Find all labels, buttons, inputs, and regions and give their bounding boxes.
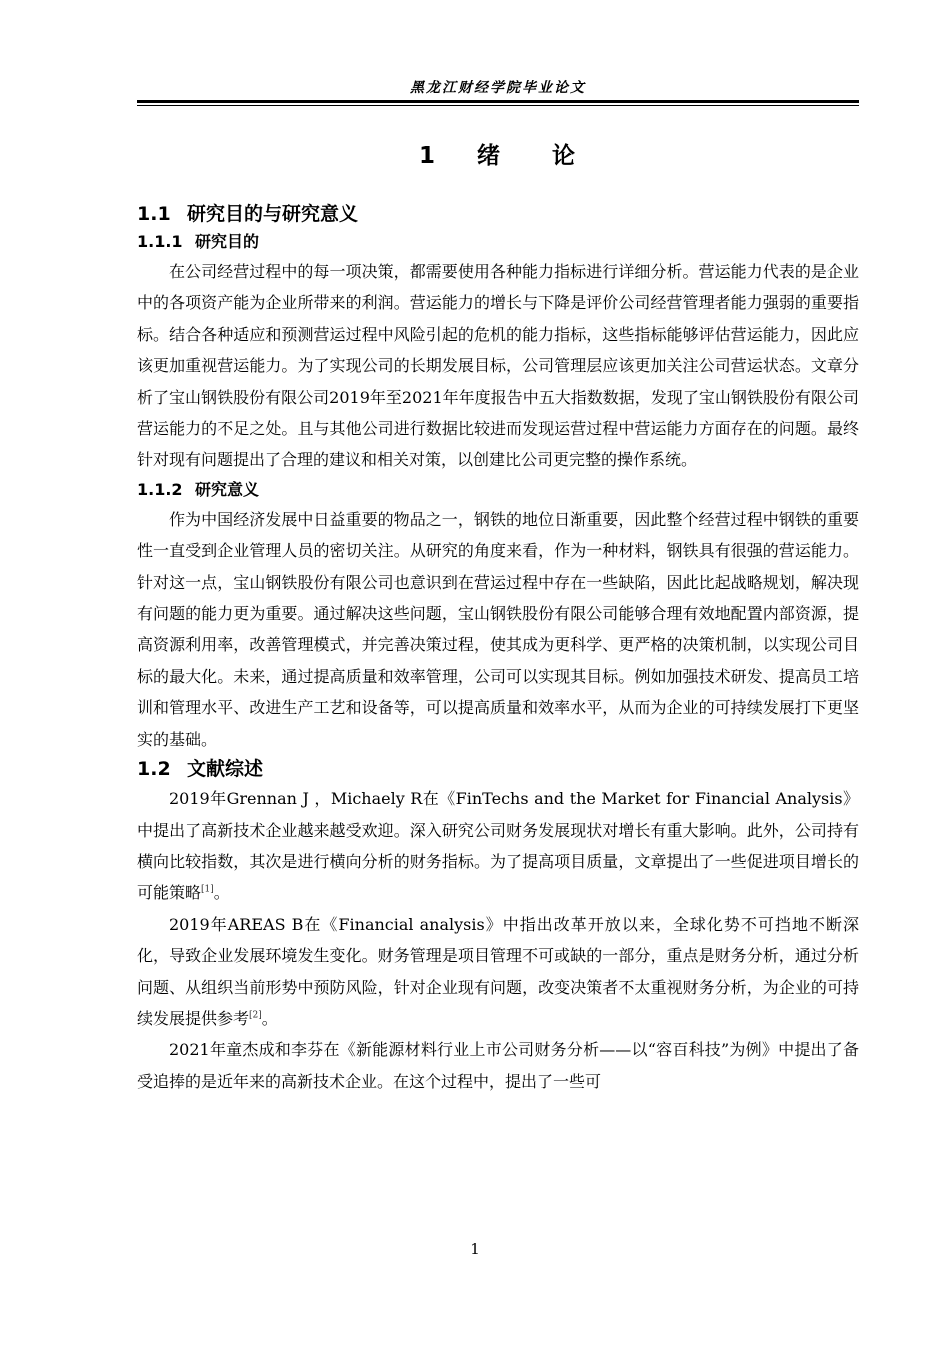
page-content — [137, 138, 859, 1097]
paragraph-research-significance: 作为中国经济发展中日益重要的物品之一，钢铁的地位日渐重要，因此整个经营过程中钢铁的重要性一直受到企业管理人员的密切关注。从研究的角度来看，作为一种材料，钢铁具有很强的营运能力。针对这一点，宝山钢铁股份有限公司也意识到在营运过程中存在一些缺陷，因此比起战略规划，解决现有问题的能力更为重要。通过解决这些问题，宝山钢铁股份有限公司能够合理有效地配置内部资源，提高资源利用率，改善管理模式，并完善决策过程，使其成为更科学、更严格的决策机制，以实现公司目标的最大化。未来，通过提高质量和效率管理，公司可以实现其目标。例如加强技术研发、提高员工培训和管理水平、改进生产工艺和设备等，可以提高质量和效率水平，从而为企业的可持续发展打下更坚实的基础。 — [137, 509, 859, 749]
paragraph-literature-3: 2021年童杰成和李芬在《新能源材料行业上市公司财务分析——以“容百科技”为例》中提出了备受追捧的是近年来的高新技术企业。在这个过程中，提出了一些可 — [137, 1040, 859, 1091]
subsection-title: 研究意义 — [195, 479, 260, 499]
section-number: 1.2 — [137, 758, 171, 781]
subsection-number: 1.1.2 — [137, 479, 183, 499]
paragraph-end: 。 — [261, 1008, 278, 1028]
subsection-heading-1-1-2 — [137, 476, 859, 504]
paragraph-text: 2019年Grennan J ，Michaely R在《FinTechs and the Market for Financial Analysis》中提出了高新技术企业越来越受欢迎。深入研究公司财务发展现状对增长有重大影响。此外，公司持有横向比较指数，其次是进行横向分析的财务指标。为了提高项目质量，文章提出了一些促进项目增长的可能策略 — [137, 789, 859, 903]
paragraph-literature-2 — [137, 909, 859, 1035]
citation-ref-2: [2] — [249, 1010, 262, 1021]
header-rule-thin — [137, 105, 859, 106]
section-heading-1-2 — [137, 755, 859, 783]
subsection-number: 1.1.1 — [137, 232, 183, 251]
section-title: 文献综述 — [187, 758, 264, 781]
subsection-title: 研究目的 — [195, 232, 260, 251]
paragraph-research-purpose: 在公司经营过程中的每一项决策，都需要使用各种能力指标进行详细分析。营运能力代表的是企业中的各项资产能为企业所带来的利润。营运能力的增长与下降是评价公司经营管理者能力强弱的重要指标。结合各种适应和预测营运过程中风险引起的危机的能力指标，这些指标能够评估营运能力，因此应该更加重视营运能力。为了实现公司的长期发展目标，公司管理层应该更加关注公司营运状态。文章分析了宝山钢铁股份有限公司2019年至2021年年度报告中五大指数数据，发现了宝山钢铁股份有限公司营运能力的不足之处。且与其他公司进行数据比较进而发现运营过程中营运能力方面存在的问题。最终针对现有问题提出了合理的建议和相关对策，以创建比公司更完整的操作系统。 — [137, 262, 859, 470]
page-number: 1 — [470, 1240, 480, 1258]
chapter-number: 1 — [418, 143, 437, 169]
subsection-heading-1-1-1 — [137, 228, 859, 256]
header-rule-thick — [137, 100, 859, 103]
section-title: 研究目的与研究意义 — [187, 203, 359, 225]
running-header: 黑龙江财经学院毕业论文 — [410, 80, 586, 96]
paragraph-text: 2019年AREAS B在《Financial analysis》中指出改革开放以来，全球化势不可挡地不断深化，导致企业发展环境发生变化。财务管理是项目管理不可或缺的一部分，重点是财务分析，通过分析问题、从组织当前形势中预防风险，针对企业现有问题，改变决策者不太重视财务分析，为企业的可持续发展提供参考 — [137, 914, 859, 1028]
chapter-title — [137, 138, 859, 174]
section-number: 1.1 — [137, 203, 171, 225]
paragraph-literature-1 — [137, 783, 859, 909]
chapter-name: 绪 论 — [477, 143, 577, 169]
section-heading-1-1 — [137, 200, 859, 228]
citation-ref-1: [1] — [201, 884, 214, 895]
paragraph-end: 。 — [213, 883, 230, 903]
